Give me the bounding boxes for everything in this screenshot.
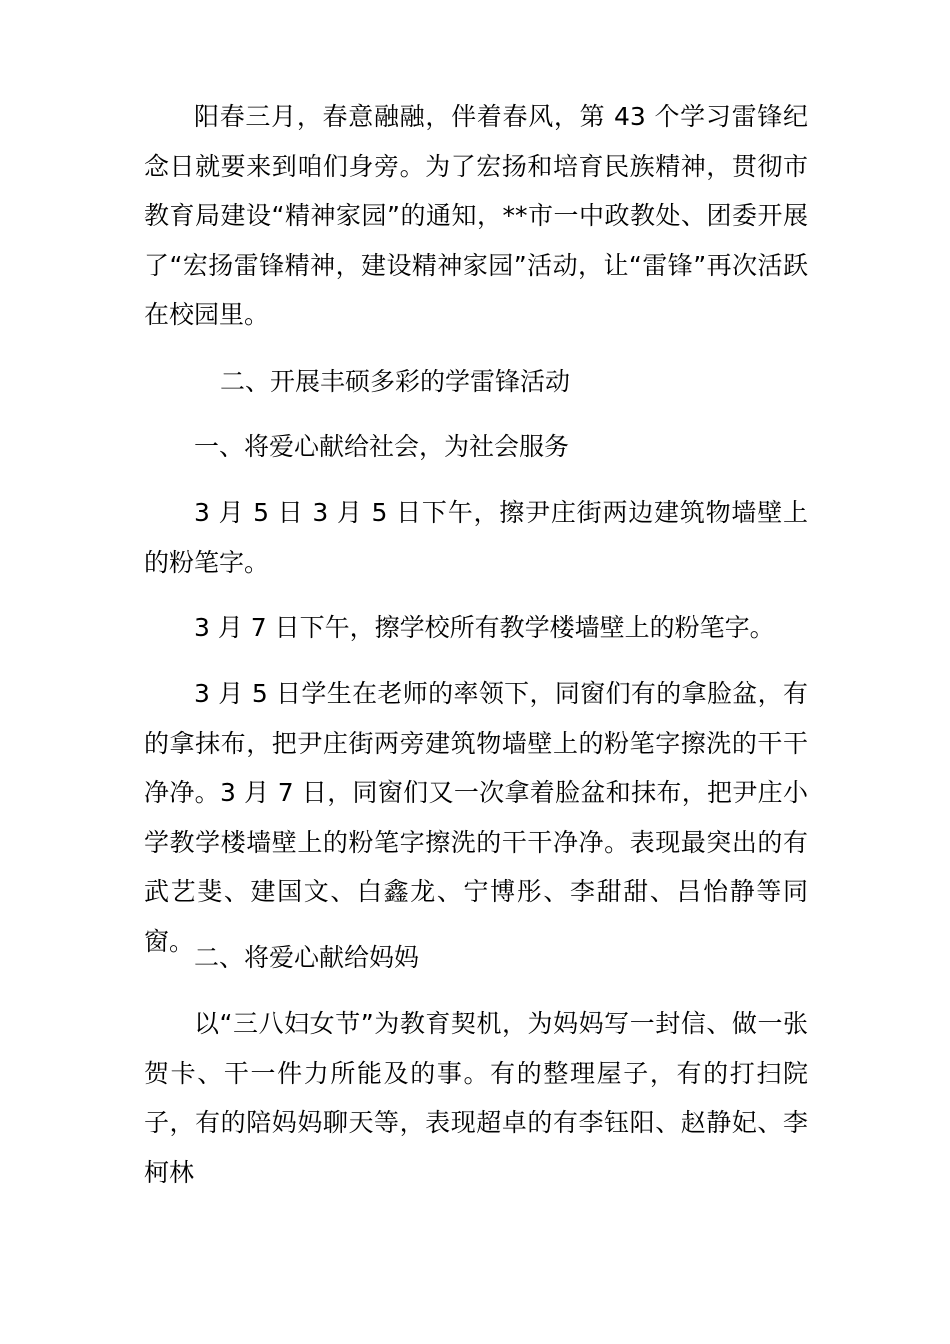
body-paragraph: 3 月 5 日学生在老师的率领下，同窗们有的拿脸盆，有的拿抹布，把尹庄街两旁建筑物墙壁上的粉笔字擦洗的干干净净。3 月 7 日，同窗们又一次拿着脸盆和抹布，把尹庄小学教学楼墙壁上的粉笔字擦洗的干干净净。表现最突出的有武艺斐、建国文、白鑫龙、宁博彤、李甜甜、吕怡静等同窗。 — [144, 679, 808, 956]
body-paragraph: 3 月 7 日下午，擦学校所有教学楼墙壁上的粉笔字。 — [194, 613, 775, 642]
section-heading: 二、开展丰硕多彩的学雷锋活动 — [220, 367, 571, 396]
subsection-heading: 一、将爱心献给社会，为社会服务 — [194, 432, 570, 461]
body-paragraph: 3 月 5 日 3 月 5 日下午，擦尹庄街两边建筑物墙壁上的粉笔字。 — [144, 498, 808, 577]
subsection-heading: 二、将爱心献给妈妈 — [194, 943, 420, 972]
intro-paragraph: 阳春三月，春意融融，伴着春风，第 43 个学习雷锋纪念日就要来到咱们身旁。为了宏扬和培育民族精神，贯彻市教育局建设“精神家园”的通知，**市一中政教处、团委开展了“宏扬雷锋精神，建设精神家园”活动，让“雷锋”再次活跃在校园里。 — [144, 102, 808, 329]
body-paragraph: 以“三八妇女节”为教育契机，为妈妈写一封信、做一张贺卡、干一件力所能及的事。有的整理屋子，有的打扫院子，有的陪妈妈聊天等，表现超卓的有李钰阳、赵静妃、李柯林 — [144, 1009, 808, 1187]
